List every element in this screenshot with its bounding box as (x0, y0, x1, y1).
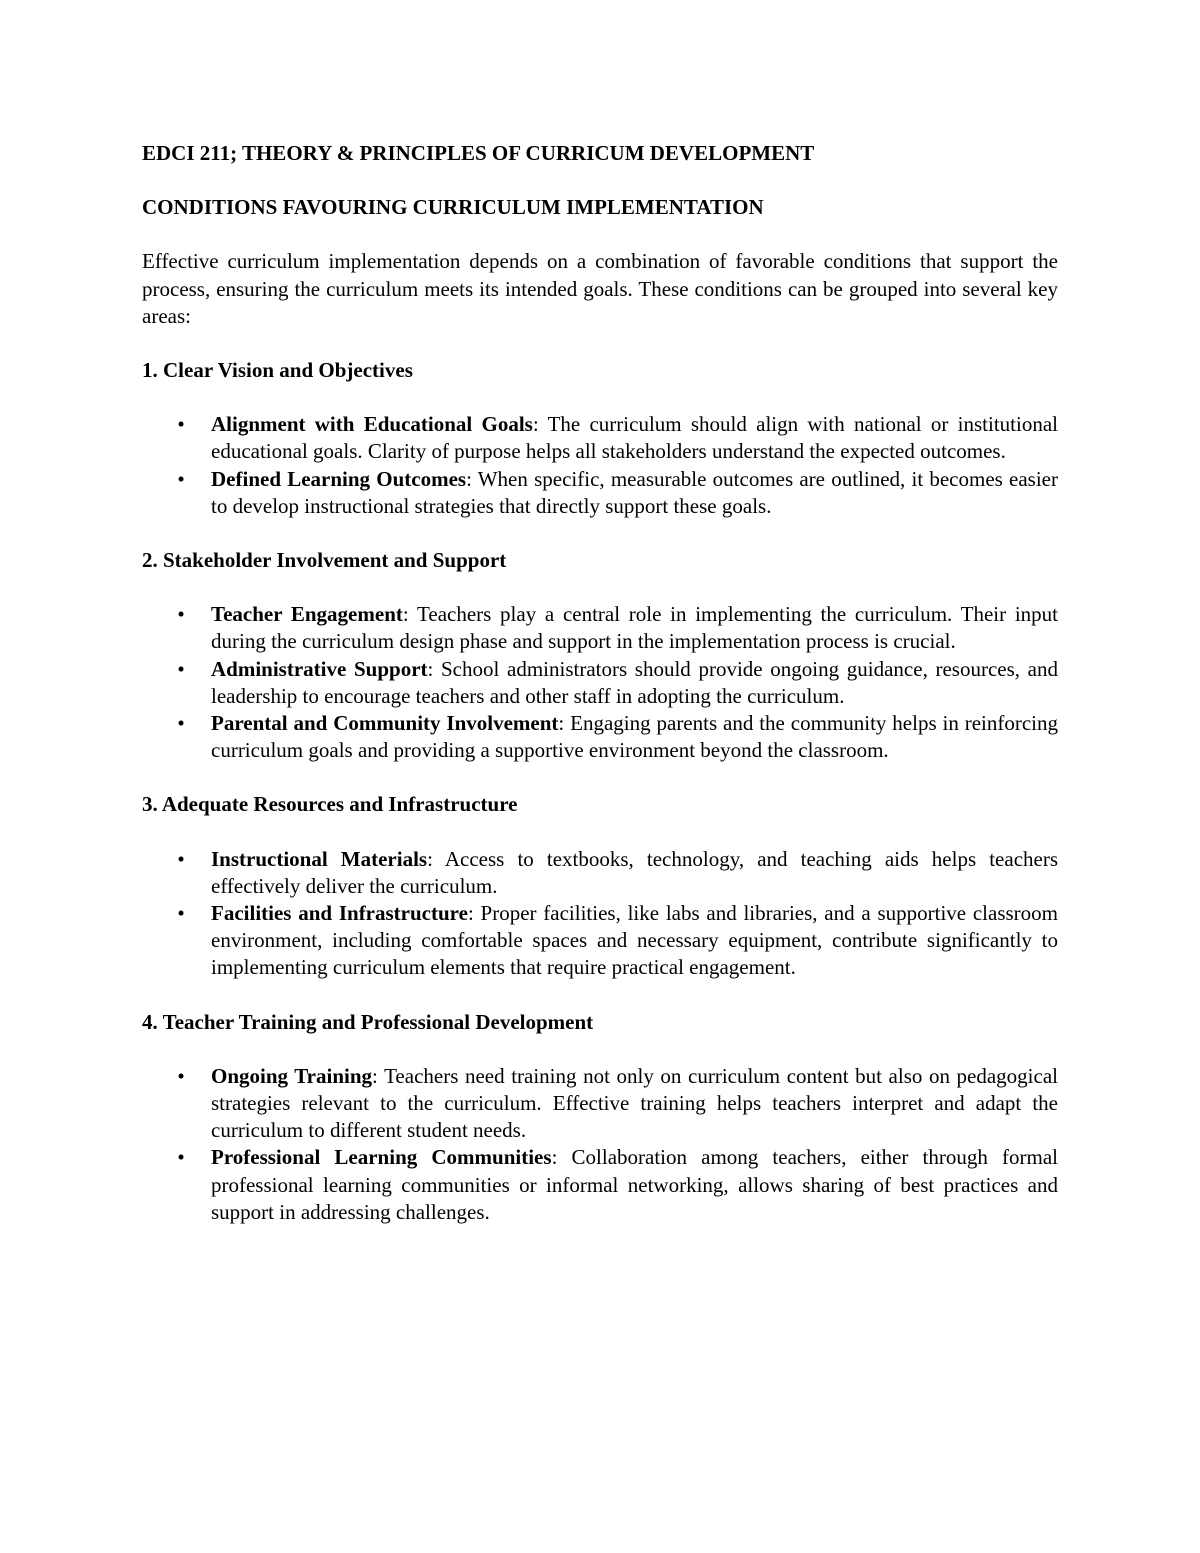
list-item (142, 601, 1058, 655)
item-term: Defined Learning Outcomes (211, 466, 467, 491)
bullet-icon: • (177, 412, 185, 437)
intro-paragraph: Effective curriculum implementation depends on a combination of favorable conditions that support the process, ensuring the curriculum meets its intended goals. These conditions can be grouped into several key areas: (142, 249, 1058, 328)
item-term: Professional Learning Communities (211, 1145, 552, 1170)
section-heading: 4. Teacher Training and Professional Development (142, 1009, 594, 1034)
item-text: : Engaging parents and the community helps in reinforcing curriculum goals and providing a supportive environment beyond the classroom. (211, 711, 1058, 763)
document-page (142, 140, 1058, 1253)
list-item (142, 1144, 1058, 1226)
bullet-icon: • (177, 1145, 185, 1170)
list-item (142, 710, 1058, 764)
item-term: Ongoing Training (211, 1063, 373, 1088)
item-text: : Access to textbooks, technology, and teaching aids helps teachers effectively deliver the curriculum. (211, 846, 1059, 898)
item-text: : Teachers play a central role in implementing the curriculum. Their input during the curriculum design phase and support in the implementation process is crucial. (211, 602, 1058, 654)
bullet-icon: • (177, 1063, 185, 1088)
item-text: : Proper facilities, like labs and libraries, and a supportive classroom environment, including comfortable spaces and necessary equipment, contribute significantly to implementing curriculum elements that require practical engagement. (211, 901, 1058, 980)
bullet-icon: • (177, 711, 185, 736)
item-term: Teacher Engagement (211, 602, 403, 627)
item-text: : Teachers need training not only on curriculum content but also on pedagogical strategies relevant to the curriculum. Effective training helps teachers interpret and adapt the curriculum to different student needs. (211, 1063, 1058, 1143)
item-text: : Collaboration among teachers, either through formal professional learning communities or informal networking, allows sharing of best practices and support in addressing challenges. (211, 1145, 1058, 1224)
list-item (142, 656, 1058, 710)
bullet-list (142, 411, 1058, 520)
list-item (142, 466, 1058, 520)
section-heading: 2. Stakeholder Involvement and Support (142, 548, 507, 573)
bullet-icon: • (177, 602, 185, 627)
list-item (142, 411, 1058, 465)
item-term: Administrative Support (211, 656, 428, 681)
section-heading: 3. Adequate Resources and Infrastructure (142, 792, 518, 817)
item-term: Instructional Materials (211, 846, 428, 871)
document-title: EDCI 211; THEORY & PRINCIPLES OF CURRICUM DEVELOPMENT (142, 141, 815, 165)
bullet-list (142, 846, 1058, 982)
item-text: : School administrators should provide ongoing guidance, resources, and leadership to encourage teachers and other staff in adopting the curriculum. (211, 656, 1058, 708)
item-term: Facilities and Infrastructure (211, 901, 468, 926)
list-item (142, 900, 1058, 982)
item-term: Alignment with Educational Goals (211, 412, 533, 437)
list-item (142, 846, 1058, 900)
bullet-list (142, 1063, 1058, 1226)
bullet-icon: • (177, 656, 185, 681)
bullet-icon: • (177, 901, 185, 926)
bullet-icon: • (177, 846, 185, 871)
bullet-list (142, 601, 1058, 764)
item-term: Parental and Community Involvement (211, 711, 559, 736)
list-item (142, 1063, 1058, 1145)
item-text: : When specific, measurable outcomes are outlined, it becomes easier to develop instructional strategies that directly support these goals. (211, 466, 1058, 518)
section-heading: 1. Clear Vision and Objectives (142, 358, 413, 383)
document-subtitle: CONDITIONS FAVOURING CURRICULUM IMPLEMENTATION (142, 195, 764, 220)
item-text: : The curriculum should align with national or institutional educational goals. Clarity of purpose helps all stakeholders understand the expected outcomes. (211, 412, 1058, 464)
bullet-icon: • (177, 466, 185, 491)
